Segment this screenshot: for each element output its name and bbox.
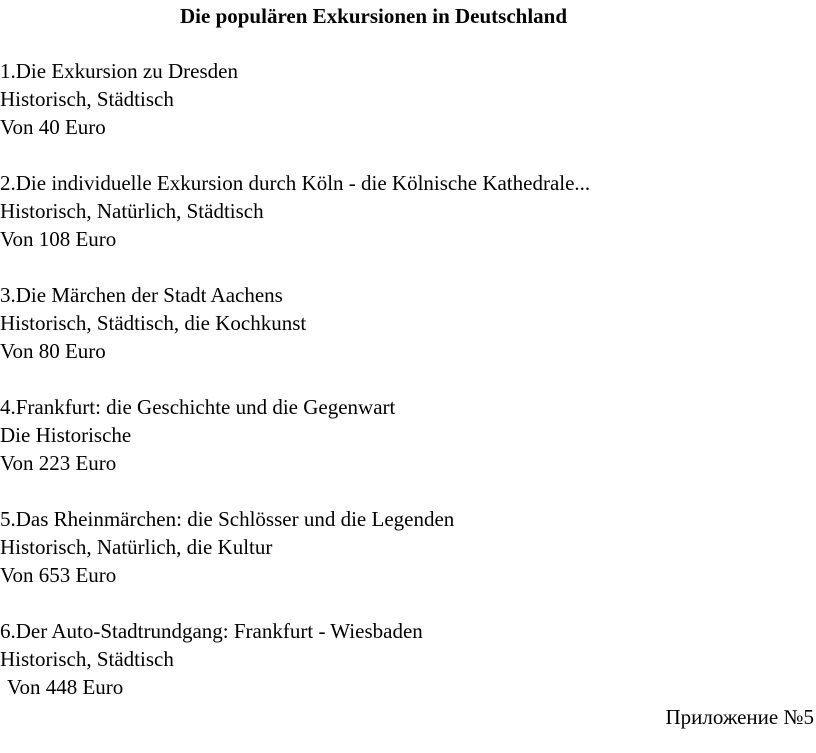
excursion-list [0,57,590,729]
excursion-item-3 [0,281,590,393]
excursion-categories: Historisch, Natürlich, die Kultur [0,535,273,559]
page-title: Die populären Exkursionen in Deutschland [180,4,568,28]
excursion-name: 2.Die individuelle Exkursion durch Köln - die Kölnische Kathedrale... [0,171,591,195]
excursion-price: Von 108 Euro [0,227,117,251]
excursion-name: 6.Der Auto-Stadtrundgang: Frankfurt - Wiesbaden [0,619,423,643]
excursion-name: 1.Die Exkursion zu Dresden [0,59,238,83]
excursion-price: Von 223 Euro [0,451,117,475]
excursion-name: 4.Frankfurt: die Geschichte und die Gegenwart [0,395,396,419]
excursion-item-5 [0,505,590,617]
excursion-categories: Die Historische [0,423,132,447]
excursion-name: 3.Die Märchen der Stadt Aachens [0,283,283,307]
excursion-item-1 [0,57,590,169]
excursion-price: Von 653 Euro [0,563,117,587]
excursion-price: Von 448 Euro [7,675,124,699]
excursion-categories: Historisch, Städtisch, die Kochkunst [0,311,307,335]
excursion-item-6 [0,617,590,729]
excursion-price: Von 80 Euro [0,339,106,363]
excursion-item-2 [0,169,590,281]
excursion-price: Von 40 Euro [0,115,106,139]
excursion-name: 5.Das Rheinmärchen: die Schlösser und die Legenden [0,507,455,531]
excursion-categories: Historisch, Städtisch [0,87,174,111]
excursion-item-4 [0,393,590,505]
appendix-label: Приложение №5 [665,705,814,729]
excursion-categories: Historisch, Städtisch [0,647,174,671]
excursion-categories: Historisch, Natürlich, Städtisch [0,199,264,223]
